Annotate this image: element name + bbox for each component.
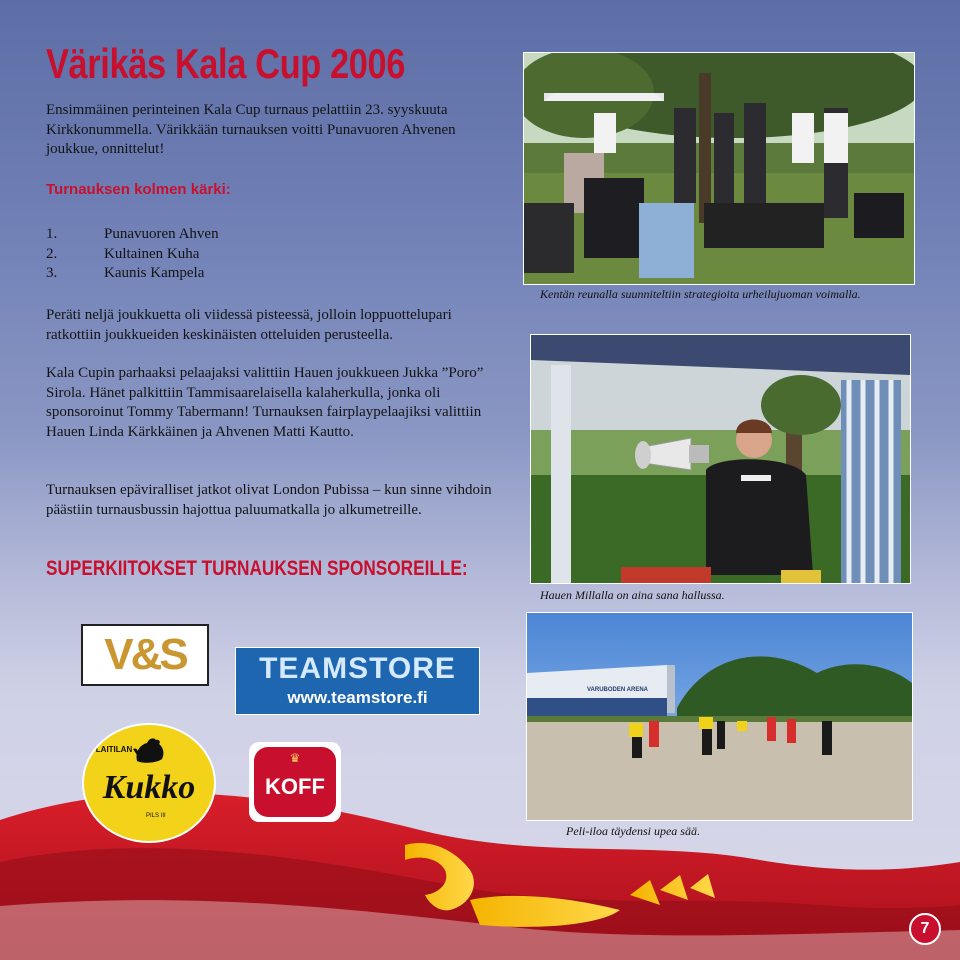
- intro-paragraph: Ensimmäinen perinteinen Kala Cup turnaus pelattiin 23. syyskuuta Kirkkonummella. Värikkään turnauksen voitti Punavuoren Ahvenen joukkue, onnittelut!: [46, 102, 456, 157]
- koff-logo: [249, 742, 341, 822]
- tiebreak-paragraph: Peräti neljä joukkuetta oli viidessä pisteessä, jolloin loppuottelupari ratkottiin joukkueiden keskinäisten otteluiden perusteella.: [46, 307, 452, 343]
- kukko-logo-top: LAITILAN: [95, 745, 133, 754]
- kukko-logo-bottom: PILS III: [146, 813, 166, 819]
- arena-sign: VARUBODEN ARENA: [587, 687, 649, 693]
- vs-logo: [81, 624, 209, 686]
- afterparty-paragraph: Turnauksen epäviralliset jatkot olivat London Pubissa – kun sinne vihdoin päästiin turnausbussin hajottua paluumatkalla jo alkumetreille.: [46, 482, 492, 518]
- podium-item: 2. Kultainen Kuha: [46, 245, 200, 262]
- kukko-logo-name: Kukko: [102, 769, 196, 806]
- article-title: Värikäs Kala Cup 2006: [46, 40, 405, 87]
- koff-crown-icon: ♛: [289, 751, 301, 765]
- teamstore-logo: [235, 647, 480, 715]
- photo-team-picnic: [523, 52, 915, 285]
- photo-megaphone: [530, 334, 911, 584]
- caption-football: Peli-iloa täydensi upea sää.: [566, 824, 700, 838]
- podium-list: [46, 225, 219, 284]
- caption-picnic: Kentän reunalla suunniteltiin strategioita urheilujuoman voimalla.: [540, 287, 861, 301]
- vs-logo-text: V&S: [104, 630, 186, 679]
- podium-heading: Turnauksen kolmen kärki:: [46, 181, 231, 198]
- best-player-paragraph: Kala Cupin parhaaksi pelaajaksi valittiin Hauen joukkueen Jukka ”Poro” Sirola. Hänet palkittiin Tammisaarelaisella kalaherkulla, jonka oli sponsoroinut Tommy Tabermann! Turnauksen fairplaypelaajiksi valittiin Hauen Linda Kärkkäinen ja Ahvenen Matti Kautto.: [46, 365, 484, 440]
- podium-item: 1. Punavuoren Ahven: [46, 226, 219, 242]
- kukko-logo: [82, 723, 216, 843]
- teamstore-logo-url: www.teamstore.fi: [287, 688, 428, 707]
- teamstore-logo-name: TEAMSTORE: [259, 652, 456, 685]
- page-number: 7: [909, 913, 941, 945]
- koff-badge: [254, 747, 336, 817]
- podium-item: 3. Kaunis Kampela: [46, 265, 205, 281]
- caption-megaphone: Hauen Millalla on aina sana hallussa.: [540, 588, 725, 602]
- sponsor-heading: SUPERKIITOKSET TURNAUKSEN SPONSOREILLE:: [46, 557, 468, 580]
- koff-logo-text: KOFF: [265, 774, 325, 799]
- photo-football-match: [526, 612, 913, 821]
